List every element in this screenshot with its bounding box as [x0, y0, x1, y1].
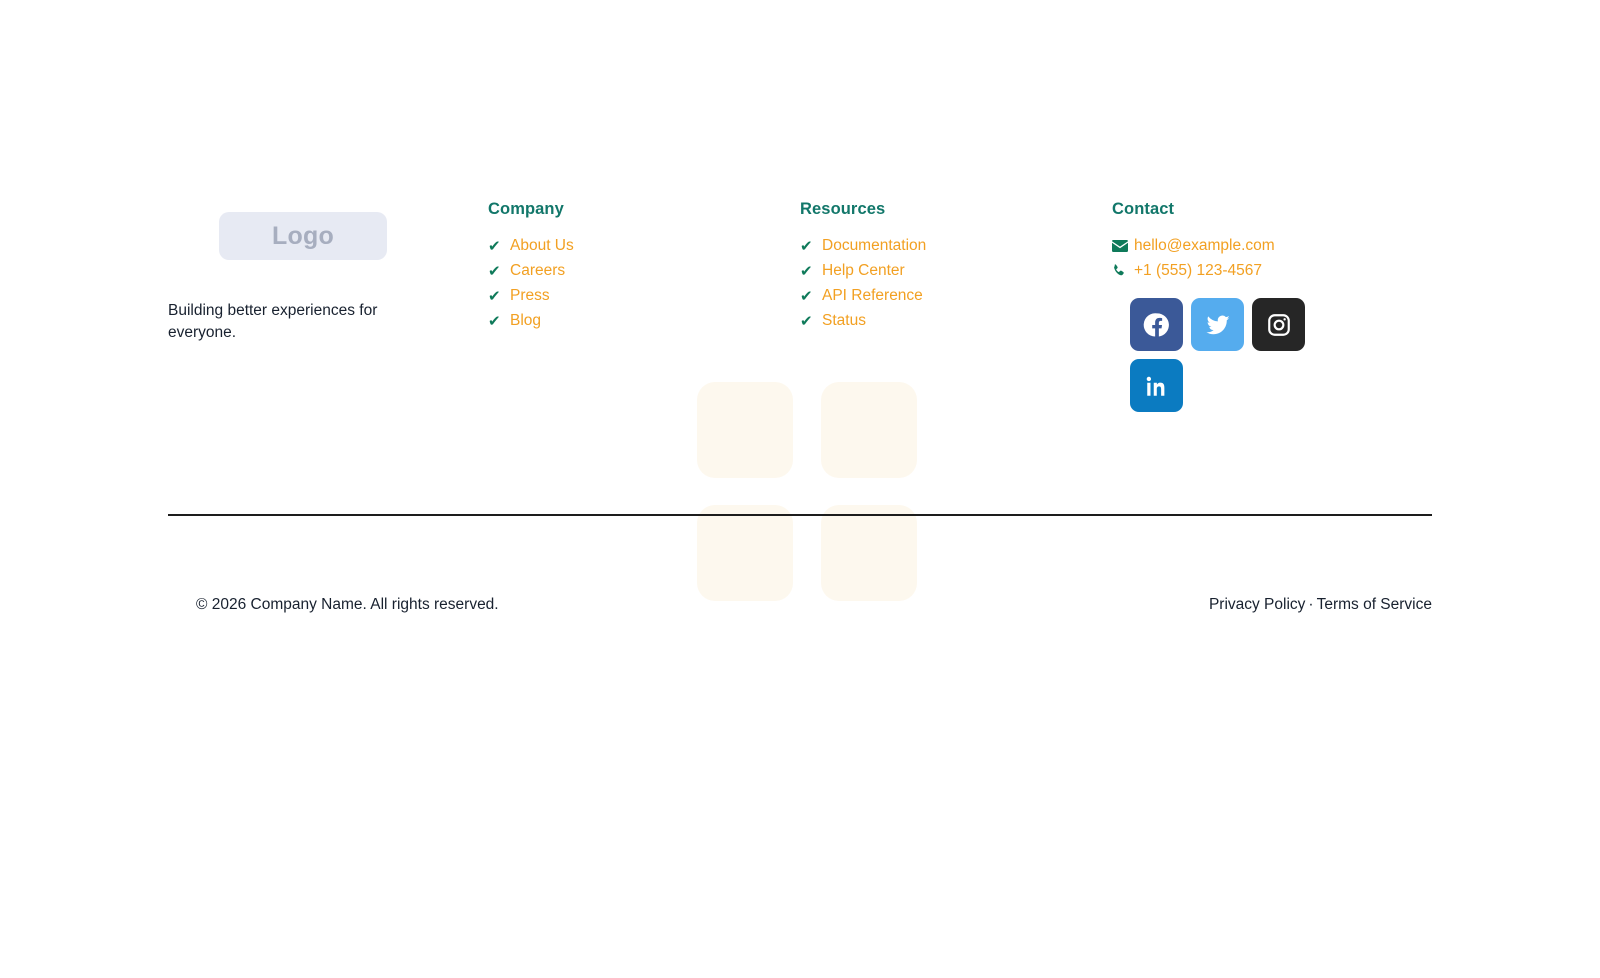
contact-email-row[interactable]: [1112, 237, 1432, 255]
envelope-icon: [1112, 240, 1134, 252]
check-icon: ✔: [800, 287, 813, 305]
logo-text: Logo: [272, 221, 334, 250]
link-api-reference[interactable]: API Reference: [822, 287, 923, 304]
contact-phone-link[interactable]: +1 (555) 123-4567: [1134, 262, 1262, 279]
footer-company-column: [488, 200, 800, 337]
linkedin-icon[interactable]: [1130, 359, 1183, 412]
decorative-square: [697, 505, 793, 601]
list-item[interactable]: [488, 312, 800, 330]
contact-phone-row[interactable]: [1112, 262, 1432, 280]
legal-links: [1209, 596, 1432, 614]
link-status[interactable]: Status: [822, 312, 866, 329]
link-press[interactable]: Press: [510, 287, 550, 304]
terms-of-service-link[interactable]: Terms of Service: [1316, 596, 1432, 613]
footer-brand-column: [168, 200, 488, 345]
footer-columns: [168, 200, 1432, 412]
list-item[interactable]: [800, 287, 1112, 305]
instagram-icon[interactable]: [1252, 298, 1305, 351]
footer-divider: [168, 514, 1432, 516]
footer-resources-column: [800, 200, 1112, 337]
check-icon: ✔: [800, 237, 813, 255]
twitter-icon[interactable]: [1191, 298, 1244, 351]
contact-email-link[interactable]: hello@example.com: [1134, 237, 1275, 254]
legal-separator: ·: [1308, 596, 1314, 613]
link-careers[interactable]: Careers: [510, 262, 566, 279]
decorative-square: [821, 505, 917, 601]
check-icon: ✔: [488, 262, 501, 280]
check-icon: ✔: [488, 312, 501, 330]
brand-tagline: Building better experiences for everyone.: [168, 302, 378, 342]
link-help-center[interactable]: Help Center: [822, 262, 905, 279]
footer-contact-column: [1112, 200, 1432, 412]
list-item[interactable]: [488, 262, 800, 280]
logo-placeholder: [219, 212, 387, 260]
link-blog[interactable]: Blog: [510, 312, 542, 329]
check-icon: ✔: [488, 287, 501, 305]
list-item[interactable]: [488, 237, 800, 255]
link-about-us[interactable]: About Us: [510, 237, 574, 254]
phone-icon: [1112, 264, 1134, 278]
copyright-text: © 2026 Company Name. All rights reserved.: [196, 596, 499, 613]
facebook-icon[interactable]: [1130, 298, 1183, 351]
resources-link-list: [800, 237, 1112, 330]
contact-column-title: Contact: [1112, 200, 1175, 218]
list-item[interactable]: [488, 287, 800, 305]
company-link-list: [488, 237, 800, 330]
resources-column-title: Resources: [800, 200, 886, 218]
privacy-policy-link[interactable]: Privacy Policy: [1208, 596, 1306, 613]
footer-bottom-bar: [168, 596, 1432, 614]
social-links: [1130, 298, 1330, 412]
check-icon: ✔: [488, 237, 501, 255]
check-icon: ✔: [800, 262, 813, 280]
list-item[interactable]: [800, 262, 1112, 280]
link-documentation[interactable]: Documentation: [822, 237, 927, 254]
list-item[interactable]: [800, 237, 1112, 255]
company-column-title: Company: [488, 200, 564, 218]
check-icon: ✔: [800, 312, 813, 330]
list-item[interactable]: [800, 312, 1112, 330]
